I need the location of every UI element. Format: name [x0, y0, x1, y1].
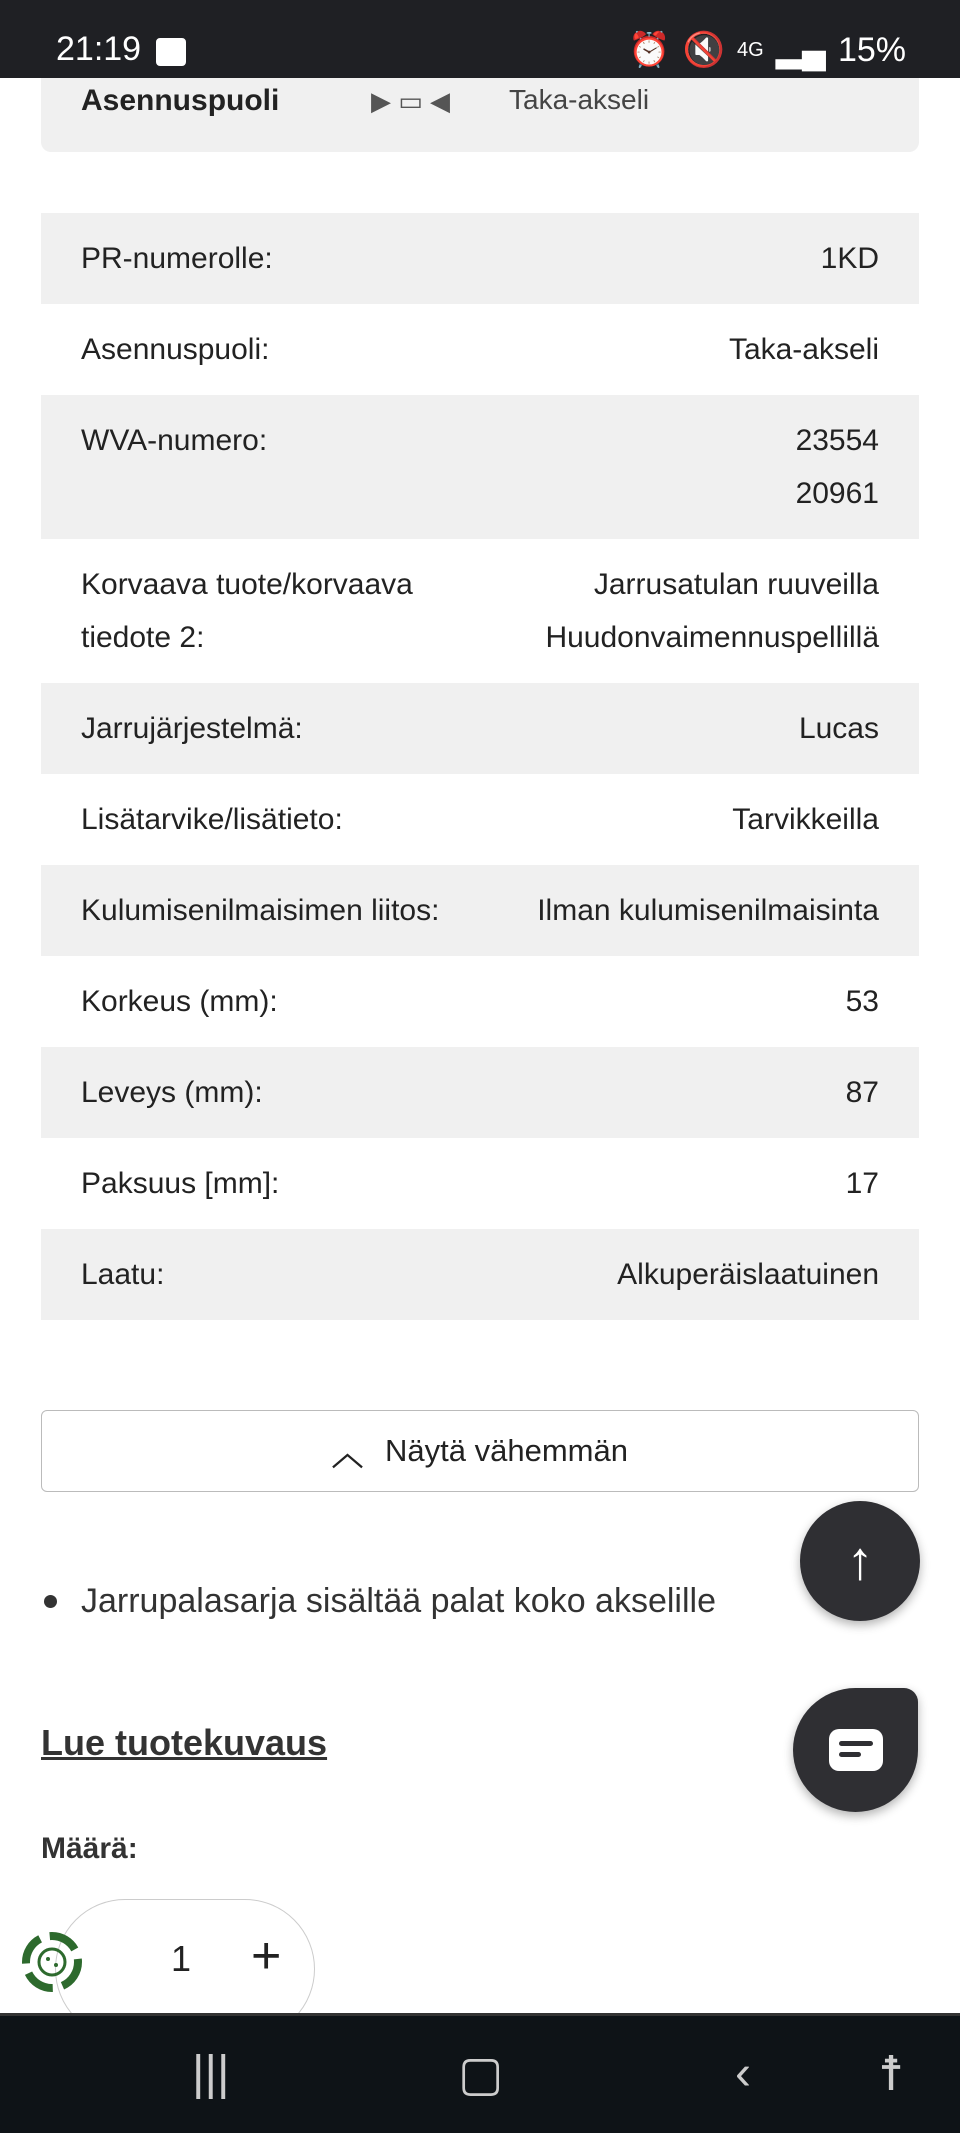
status-bar [0, 0, 960, 78]
spec-value: 17 [845, 1167, 879, 1200]
table-row [41, 683, 919, 774]
table-row [41, 1047, 919, 1138]
spec-key: Jarrujärjestelmä: [81, 712, 303, 745]
table-row [41, 1138, 919, 1229]
list-item [44, 1582, 716, 1621]
gallery-notification-icon [156, 38, 186, 66]
spec-value: Ilman kulumisenilmaisinta [537, 894, 879, 927]
spec-value: Taka-akseli [728, 333, 879, 366]
chat-button[interactable] [793, 1688, 918, 1812]
home-icon[interactable]: ▢ [458, 2048, 504, 2101]
arrow-up-icon: ↑ [846, 1531, 874, 1591]
spec-table [41, 213, 919, 1320]
recent-apps-icon[interactable]: ||| [192, 2047, 230, 2100]
spec-key: Asennuspuoli: [81, 333, 270, 366]
table-row [41, 539, 919, 683]
spec-key: WVA-numero: [81, 424, 268, 457]
spec-key: PR-numerolle: [81, 242, 273, 275]
signal-icon: ▂▄ [775, 31, 826, 69]
table-row [41, 956, 919, 1047]
spec-key: Korvaava tuote/korvaava tiedote 2: [81, 568, 413, 654]
spec-key: Leveys (mm): [81, 1076, 263, 1109]
bullet-text: Jarrupalasarja sisältää palat koko akselille [81, 1582, 716, 1620]
spec-key: Paksuus [mm]: [81, 1167, 280, 1200]
alarm-icon: ⏰ [628, 31, 671, 69]
spec-value: 53 [845, 985, 879, 1018]
table-row [41, 213, 919, 304]
quantity-label: Määrä: [41, 1832, 138, 1865]
spec-value: Alkuperäislaatuinen [617, 1258, 879, 1291]
table-row [41, 395, 919, 539]
spec-value: 23554 20961 [795, 424, 879, 510]
table-row [41, 304, 919, 395]
table-row [41, 865, 919, 956]
quantity-value[interactable]: 1 [171, 1938, 192, 1979]
mute-icon: 🔇 [682, 31, 725, 69]
show-less-button[interactable] [41, 1410, 919, 1492]
chevron-up-icon: ︿ [332, 1436, 364, 1472]
back-icon[interactable]: ‹ [735, 2047, 751, 2100]
system-nav-bar [0, 2013, 960, 2133]
spec-value: 1KD [820, 242, 879, 275]
spec-key: Korkeus (mm): [81, 985, 278, 1018]
show-less-label: Näytä vähemmän [385, 1433, 628, 1468]
chat-icon [829, 1729, 883, 1771]
eco-recycle-icon [16, 1926, 88, 1998]
scroll-to-top-button[interactable] [800, 1501, 920, 1621]
spec-value: Tarvikkeilla [732, 803, 879, 836]
table-row [41, 1229, 919, 1320]
battery-level: 15% [837, 30, 906, 69]
network-type: 4G [737, 38, 764, 61]
spec-key: Lisätarvike/lisätieto: [81, 803, 343, 836]
spec-value: Jarrusatulan ruuveilla Huudonvaimennuspellillä [545, 568, 879, 654]
spec-key: Laatu: [81, 1258, 165, 1291]
clock: 21:19 [56, 30, 142, 68]
mounting-side-label: Asennuspuoli [81, 84, 280, 117]
car-rear-axle-icon: ▶ ▭ ◀ [371, 86, 451, 116]
plus-icon[interactable]: + [251, 1927, 282, 1985]
accessibility-icon[interactable]: ☨ [878, 2048, 905, 2101]
spec-key: Kulumisenilmaisimen liitos: [81, 894, 440, 927]
product-description-link[interactable]: Lue tuotekuvaus [41, 1722, 328, 1763]
bullet-icon [44, 1595, 57, 1608]
spec-value: 87 [845, 1076, 879, 1109]
spec-value: Lucas [798, 712, 879, 745]
table-row [41, 774, 919, 865]
mounting-side-value: Taka-akseli [509, 84, 650, 115]
